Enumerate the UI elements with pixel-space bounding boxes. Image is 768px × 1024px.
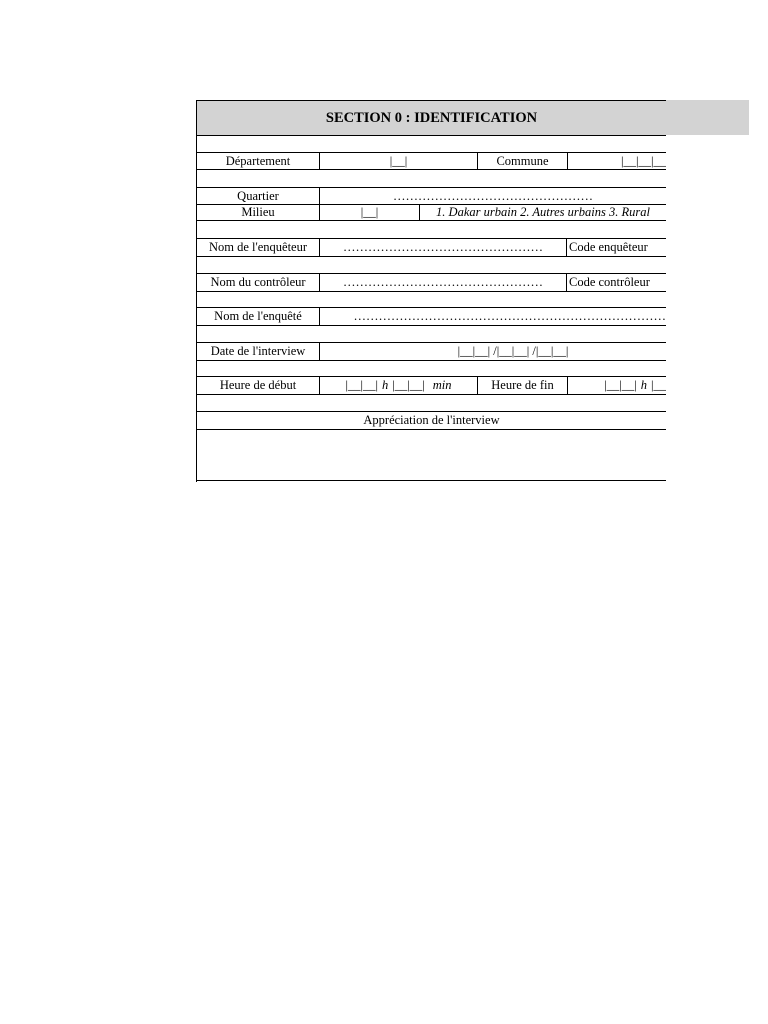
form-bottom-border — [197, 480, 666, 481]
appreciation-label: Appréciation de l'interview — [363, 413, 500, 427]
row-milieu — [197, 204, 666, 221]
row-departement — [197, 152, 666, 170]
appreciation-field[interactable] — [197, 429, 666, 480]
row-enquete — [197, 307, 666, 326]
heure-fin-hours: |__|__| — [604, 378, 637, 392]
hour-unit: h — [382, 378, 389, 392]
heure-debut-minutes: |__|__| — [392, 378, 425, 392]
heure-debut-label: Heure de début — [219, 378, 297, 392]
heure-debut-hours: |__|__| — [345, 378, 378, 392]
quartier-label: Quartier — [237, 188, 279, 203]
row-enqueteur — [197, 238, 666, 257]
heure-fin-label: Heure de fin — [477, 377, 567, 394]
milieu-label: Milieu — [241, 204, 275, 219]
departement-label: Département — [225, 153, 291, 168]
enqueteur-label: Nom de l'enquêteur — [208, 240, 308, 254]
hour-unit-end: h — [640, 378, 647, 392]
identification-form — [196, 100, 666, 482]
row-quartier — [197, 187, 666, 205]
heure-fin-field[interactable] — [567, 377, 666, 394]
milieu-code-field[interactable]: |__| — [319, 204, 419, 220]
row-date — [197, 342, 666, 361]
heure-fin-minutes: |__ — [650, 378, 666, 392]
enquete-label: Nom de l'enquêté — [214, 309, 302, 323]
quartier-field[interactable]: ………………………………………… — [319, 188, 666, 204]
enquete-name-field[interactable]: ………………………………………………………………… — [319, 308, 666, 325]
controleur-label: Nom du contrôleur — [210, 275, 306, 289]
date-label: Date de l'interview — [210, 344, 306, 358]
heure-debut-field[interactable] — [319, 377, 477, 394]
milieu-options: 1. Dakar urbain 2. Autres urbains 3. Rural — [419, 204, 666, 220]
row-controleur — [197, 273, 666, 292]
row-heure — [197, 376, 666, 395]
commune-code-field[interactable]: |__|__|__ — [567, 153, 666, 169]
minute-unit: min — [432, 378, 452, 392]
enqueteur-name-field[interactable]: ………………………………………… — [319, 239, 566, 256]
date-field[interactable]: |__|__| /|__|__| /|__|__| — [319, 343, 666, 360]
commune-label: Commune — [477, 153, 567, 169]
controleur-code-label: Code contrôleur — [566, 274, 666, 291]
departement-code-field[interactable]: |__| — [319, 153, 477, 169]
enqueteur-code-label: Code enquêteur — [566, 239, 666, 256]
controleur-name-field[interactable]: ………………………………………… — [319, 274, 566, 291]
row-appreciation — [197, 411, 666, 430]
section-title: SECTION 0 : IDENTIFICATION — [197, 100, 666, 136]
